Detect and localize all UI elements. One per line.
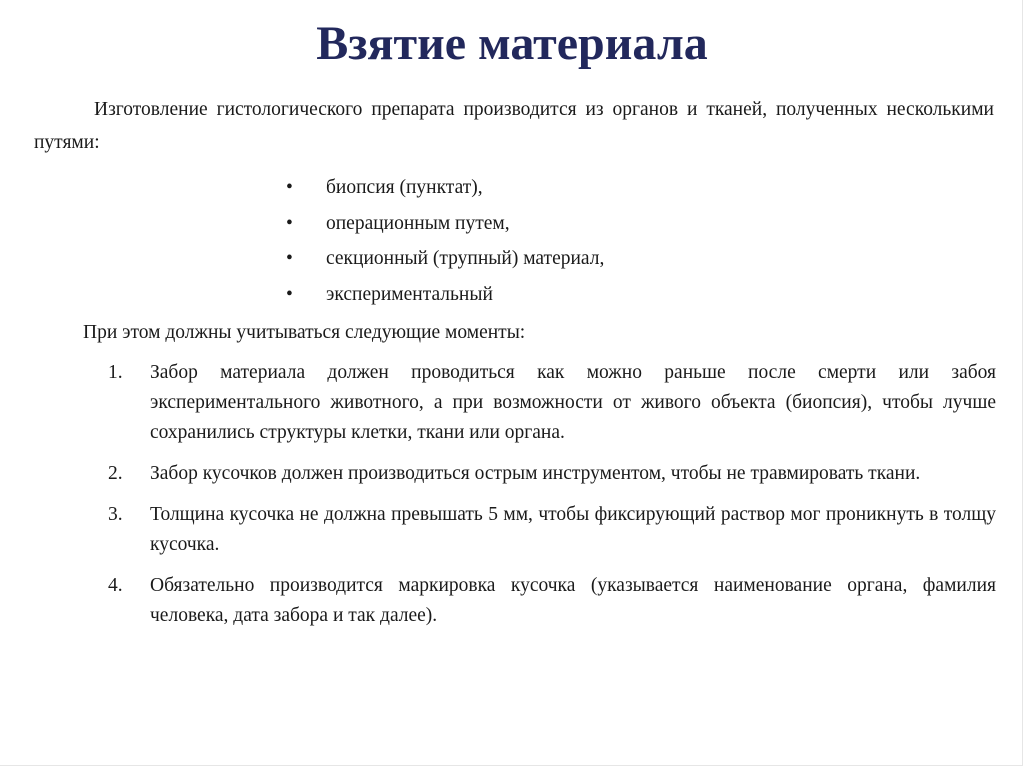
list-item	[108, 459, 996, 489]
item-number: 4.	[108, 575, 123, 596]
item-number: 3.	[108, 504, 123, 525]
method-text: секционный (трупный) материал,	[326, 248, 605, 269]
considerations-heading: При этом должны учитываться следующие моменты:	[83, 322, 526, 343]
list-item	[108, 500, 996, 560]
bullet-icon: •	[286, 177, 293, 198]
bullet-icon: •	[286, 283, 293, 305]
item-number: 2.	[108, 463, 123, 484]
bullet-icon: •	[286, 212, 293, 234]
list-item	[108, 358, 996, 448]
method-text: биопсия (пунктат),	[326, 177, 483, 198]
list-item	[286, 170, 604, 206]
methods-list	[286, 170, 604, 312]
bullet-icon: •	[286, 248, 293, 269]
list-item	[286, 277, 604, 313]
method-text: экспериментальный	[326, 283, 493, 305]
list-item	[108, 571, 996, 631]
item-text: Забор кусочков должен производиться острым инструментом, чтобы не травмировать ткани.	[150, 463, 921, 484]
intro-paragraph: Изготовление гистологического препарата производится из органов и тканей, полученных несколькими путями:	[34, 99, 994, 153]
slide-title: Взятие материала	[316, 17, 708, 70]
list-item	[286, 206, 604, 242]
item-text: Обязательно производится маркировка кусочка (указывается наименование органа, фамилия человека, дата забора и так далее).	[150, 575, 996, 626]
list-item	[286, 241, 604, 277]
item-text: Толщина кусочка не должна превышать 5 мм, чтобы фиксирующий раствор мог проникнуть в толщу кусочка.	[150, 504, 996, 555]
item-text: Забор материала должен проводиться как можно раньше после смерти или забоя экспериментального животного, а при возможности от живого объекта (биопсия), чтобы лучше сохранились структуры клетки, ткани или органа.	[150, 362, 996, 443]
considerations-list	[108, 358, 996, 642]
method-text: операционным путем,	[326, 212, 510, 234]
item-number: 1.	[108, 362, 123, 383]
